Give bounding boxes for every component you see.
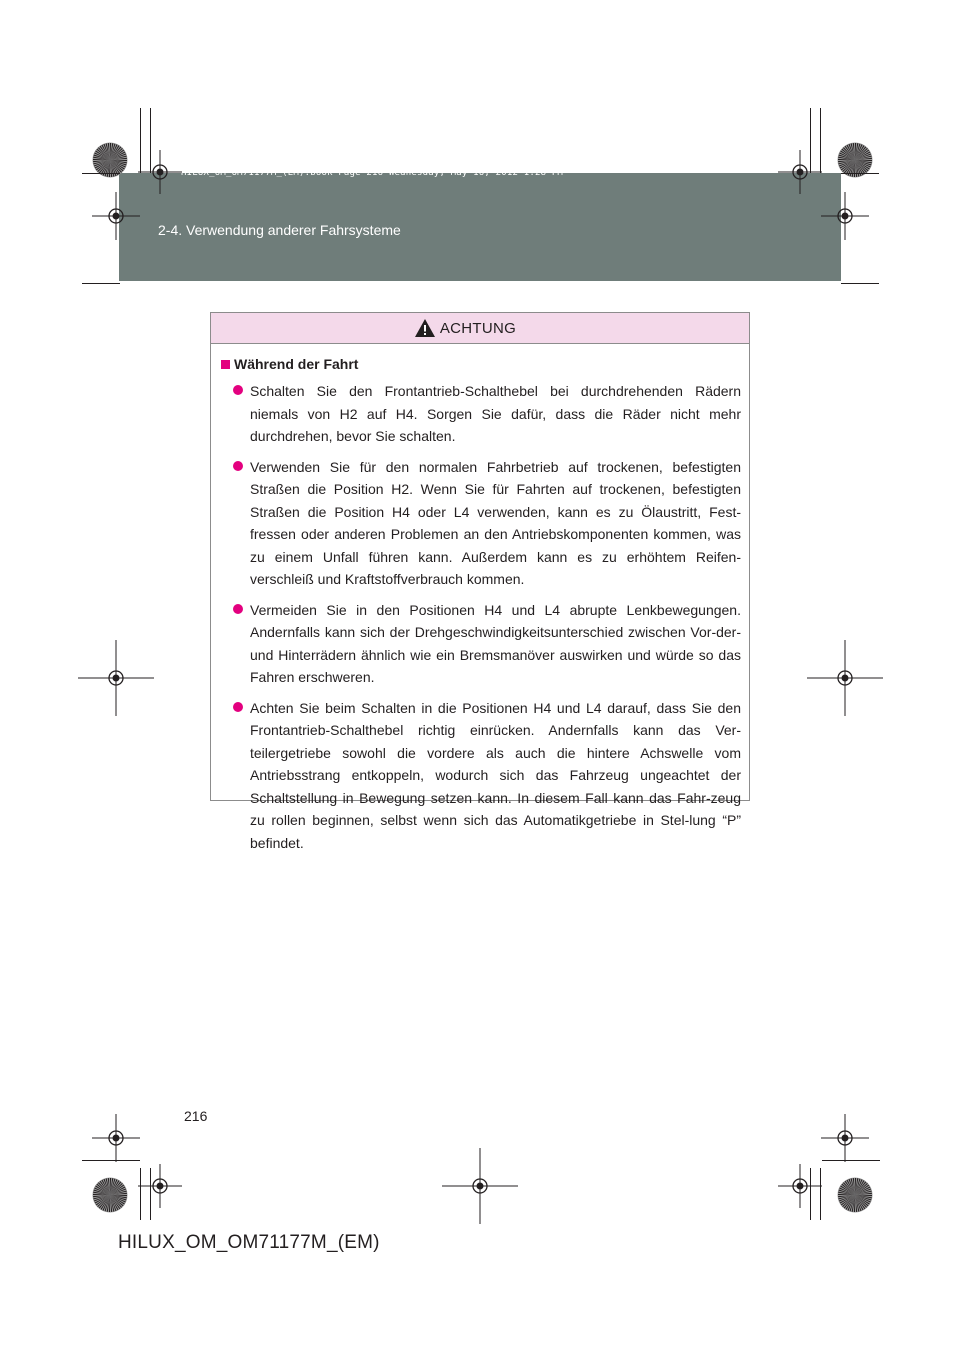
trim-line [82, 1160, 140, 1161]
crosshair-mark-icon [138, 1164, 182, 1208]
crosshair-mark-icon [778, 1164, 822, 1208]
list-item [219, 599, 741, 689]
circle-bullet-icon [233, 604, 243, 614]
trim-line [841, 173, 879, 174]
trim-line [810, 108, 811, 173]
list-item [219, 456, 741, 591]
trim-line [82, 173, 120, 174]
starburst-mark-icon [837, 1177, 873, 1213]
trim-line [820, 108, 821, 173]
caution-header [211, 313, 749, 344]
caution-list [219, 380, 741, 854]
caution-body [211, 344, 749, 854]
trim-line [150, 108, 151, 173]
trim-line [140, 108, 141, 173]
circle-bullet-icon [233, 461, 243, 471]
page-number: 216 [184, 1108, 208, 1124]
trim-line [140, 1168, 141, 1220]
trim-line [822, 1160, 880, 1161]
section-title: 2-4. Verwendung anderer Fahrsysteme [158, 222, 401, 238]
document-code: HILUX_OM_OM71177M_(EM) [118, 1232, 380, 1253]
starburst-mark-icon [92, 1177, 128, 1213]
list-item-text: Vermeiden Sie in den Positionen H4 und L4 abrupte Lenkbewegungen. Andernfalls kann sich der Drehgeschwindigkeitsunterschied zwischen Vor-der- und Hinterrädern ähnlich wie ein Bremsmanöver auswirken und würde so das Fahren erschweren. [250, 601, 741, 685]
trim-line [841, 283, 879, 284]
crosshair-mark-icon [442, 1148, 518, 1224]
crosshair-mark-icon [778, 150, 822, 194]
square-bullet-icon [221, 360, 230, 369]
list-item-text: Schalten Sie den Frontantrieb-Schalthebel bei durchdrehenden Rädern niemals von H2 auf H4. Sorgen Sie dafür, dass die Räder nicht mehr durchdrehen, bevor Sie schalten. [250, 383, 741, 444]
crosshair-mark-icon [821, 1114, 869, 1162]
crosshair-mark-icon [807, 640, 883, 716]
crosshair-mark-icon [92, 1114, 140, 1162]
crosshair-mark-icon [92, 192, 140, 240]
list-item [219, 697, 741, 855]
list-item-text: Achten Sie beim Schalten in die Positionen H4 und L4 darauf, dass Sie den Frontantrieb-Schalthebel richtig einrücken. Andernfalls kann das Ver-teilergetriebe sowohl die vordere als auch die hintere Achswelle vom Antriebsstrang entkoppeln, wodurch sich das Fahrzeug ungeachtet der Schaltstellung in Bewegung setzen kann. In diesem Fall kann das Fahr-zeug zu rollen beginnen, selbst wenn sich das Automatikgetriebe in Stel-lung “P” befindet. [250, 699, 741, 851]
trim-line [810, 1168, 811, 1220]
warning-triangle-icon [414, 318, 436, 338]
caution-title: ACHTUNG [439, 319, 517, 337]
crosshair-mark-icon [138, 150, 182, 194]
trim-line [82, 283, 120, 284]
crosshair-mark-icon [821, 192, 869, 240]
list-item-text: Verwenden Sie für den normalen Fahrbetrieb auf trockenen, befestigten Straßen die Position H2. Wenn Sie für Fahrten auf trockenen, befestigten Straßen die Position H4 oder L4 verwenden, kann es zu Ölaustritt, Fest-fressen oder anderen Problemen an den Antriebskomponenten kommen, was zu einem Unfall führen kann. Außerdem kann es zu erhöhtem Reifen-verschleiß und Kraftstoffverbrauch kommen. [250, 458, 741, 587]
print-stamp: HILUX_OM_OM71177M_(EM).book Page 216 Wednesday, May 16, 2012 1:28 PM [181, 168, 564, 178]
subheading-text: Während der Fahrt [234, 356, 359, 372]
circle-bullet-icon [233, 702, 243, 712]
crosshair-mark-icon [78, 640, 154, 716]
list-item [219, 380, 741, 448]
caution-box [210, 312, 750, 851]
trim-line [820, 1168, 821, 1220]
circle-bullet-icon [233, 385, 243, 395]
subheading [219, 352, 741, 376]
trim-line [150, 1168, 151, 1220]
